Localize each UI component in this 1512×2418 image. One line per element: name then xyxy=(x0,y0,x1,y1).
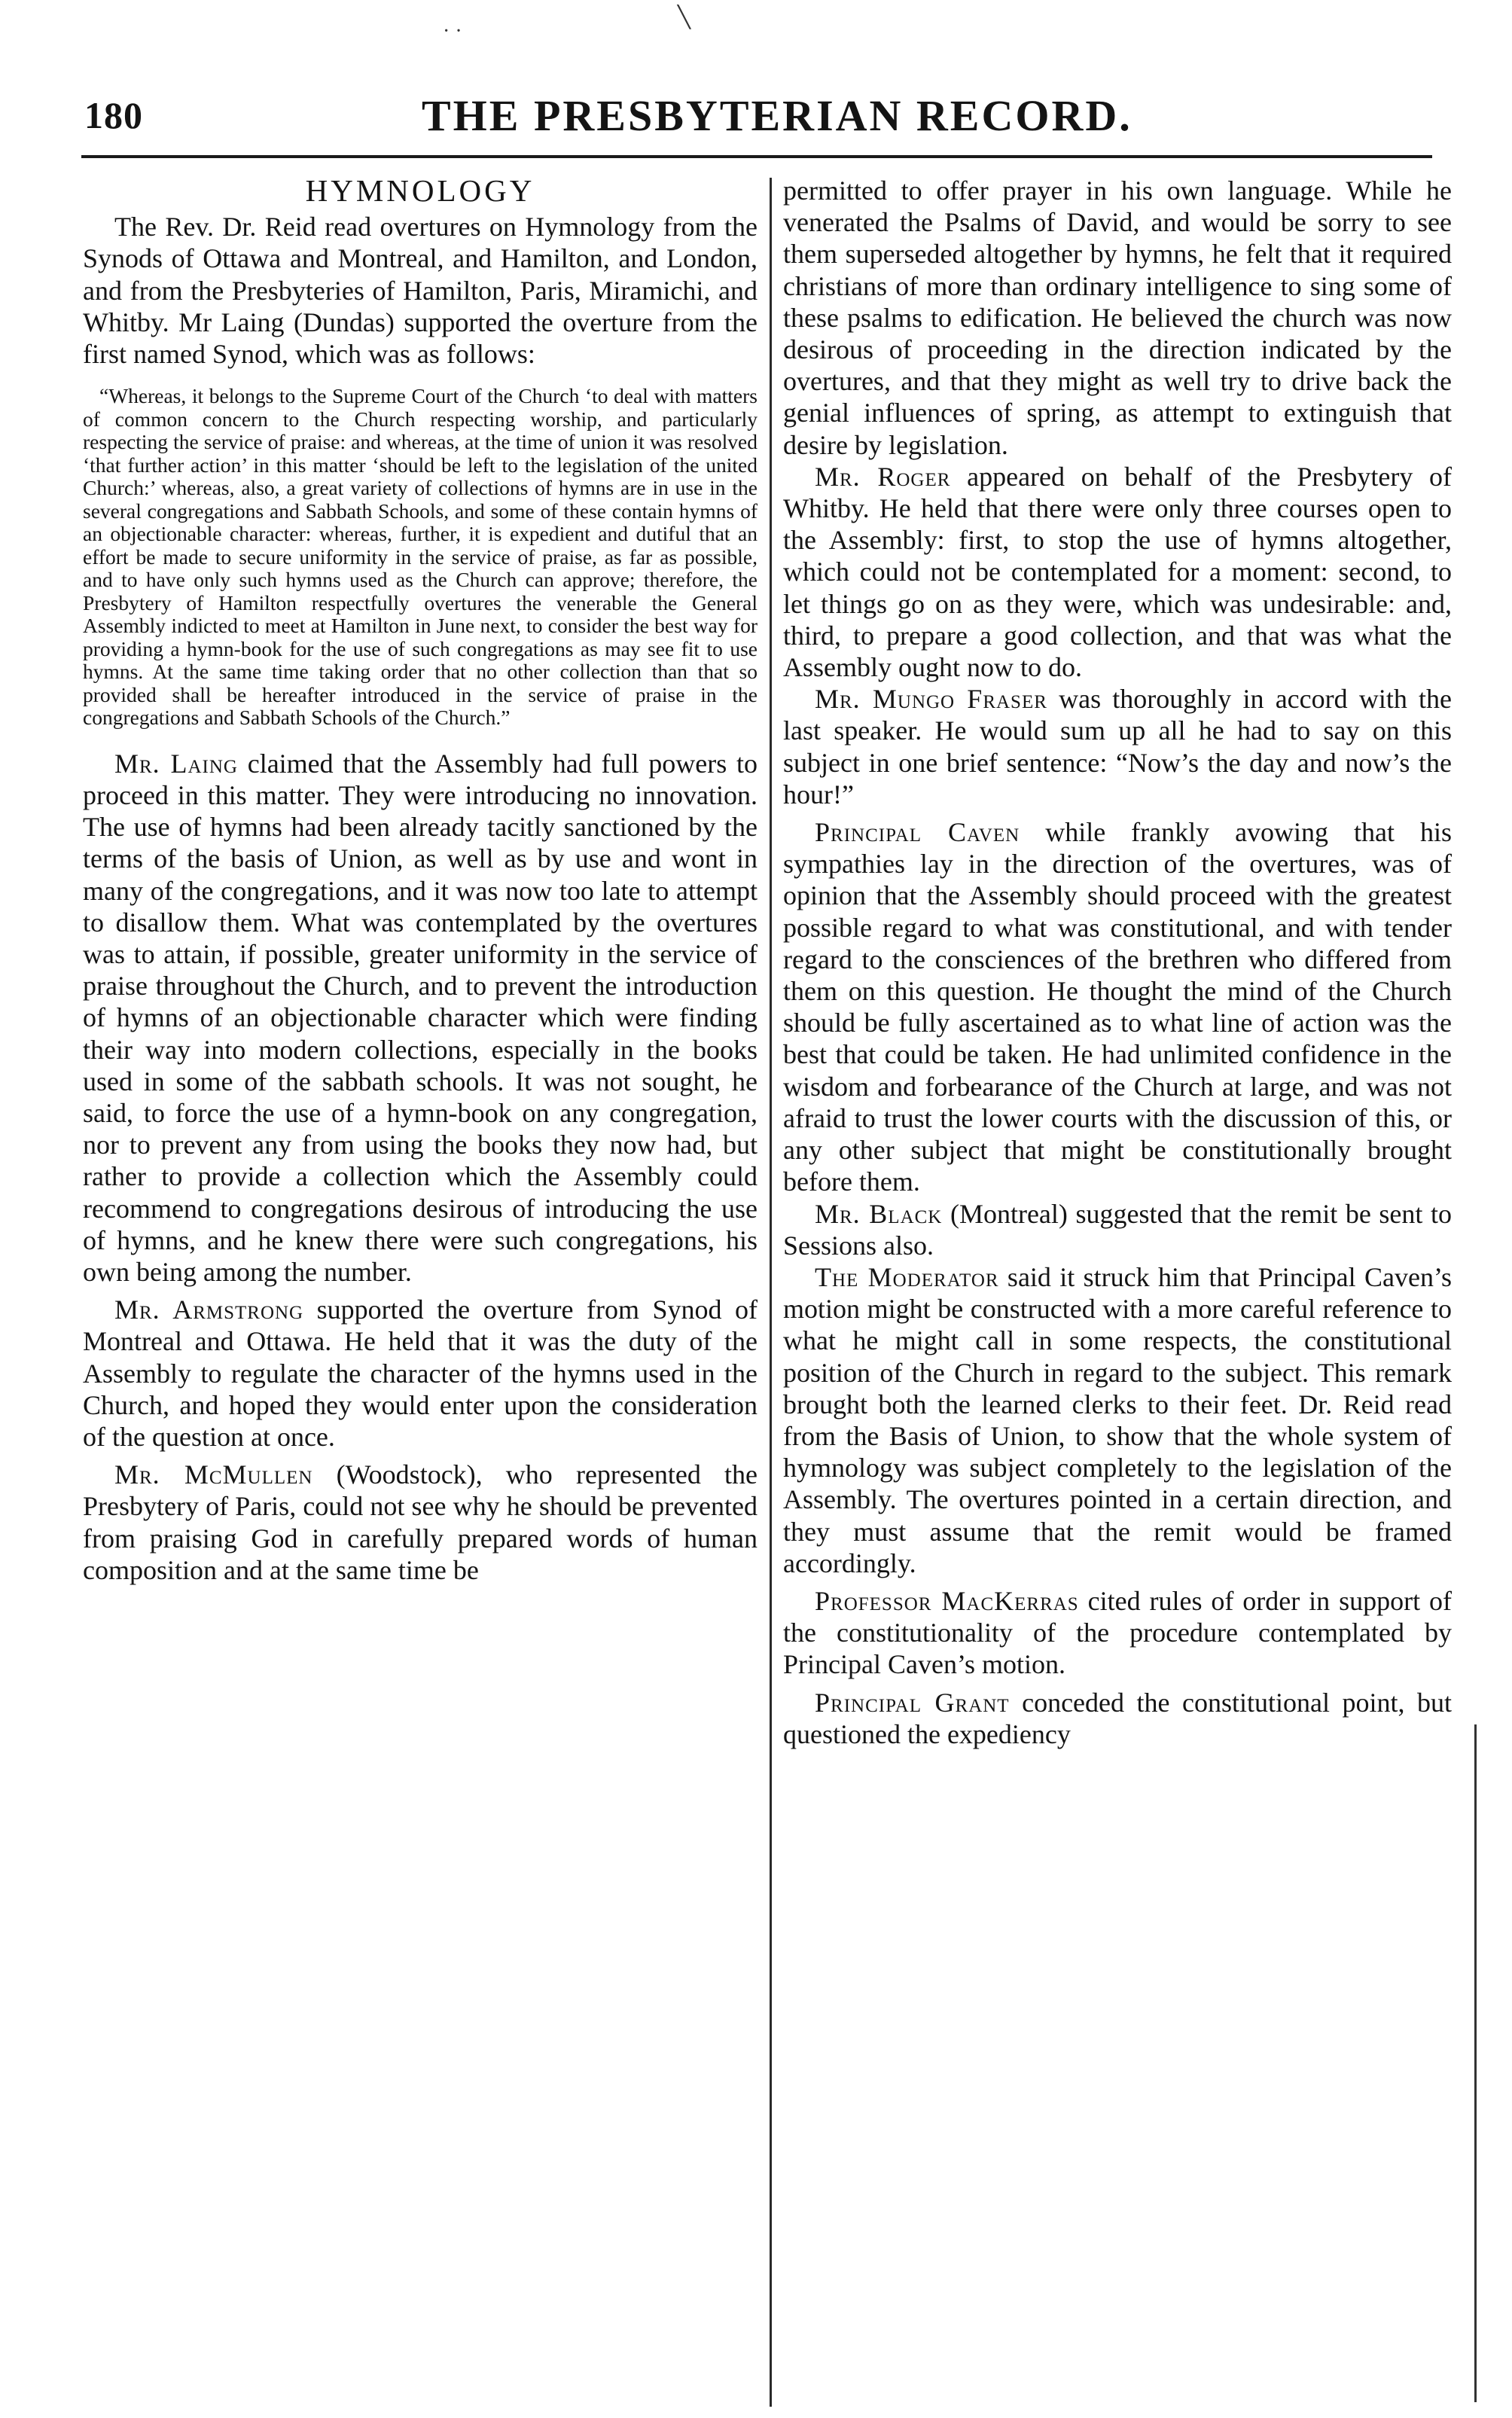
left-column xyxy=(83,175,758,2404)
paragraph-text: (Montreal) suggested that the remit be sent to Sessions also. xyxy=(783,1198,1452,1261)
print-speck: · · xyxy=(443,20,462,43)
paragraph-text: said it struck him that Principal Caven’s motion might be constructed with a more careful reference to what he might call in some respects, the constitutional position of the Church in regard to the subject. This remark brought both the learned clerks to their feet. Dr. Reid read from the Basis of Union, to show that the whole system of hymnology was subject completely to the legislation of the Assembly. The overtures pointed in a certain direction, and they must assume that the remit would be framed accordingly. xyxy=(783,1261,1452,1578)
speaker-name: Mr. Black xyxy=(815,1198,943,1229)
paragraph-armstrong xyxy=(83,1294,758,1453)
paragraph-roger xyxy=(783,461,1452,683)
paragraph-fraser xyxy=(783,683,1452,810)
print-speck: ╲ xyxy=(678,6,690,29)
speaker-name: The Moderator xyxy=(815,1261,999,1292)
speaker-name: Principal Caven xyxy=(815,817,1020,848)
speaker-name: Mr. Armstrong xyxy=(114,1294,304,1325)
paragraph-text: appeared on behalf of the Presbytery of Whitby. He held that there were only three courses open to the Assembly: first, to stop the use of hymns altogether, which could not be contemplated for a moment: second, to let things go on as they were, which was undesirable: and, third, to prepare a good collection, and that was what the Assembly ought now to do. xyxy=(783,461,1452,683)
paragraph-intro: The Rev. Dr. Reid read overtures on Hymnology from the Synods of Ottawa and Montreal, and Hamilton, and London, and from the Presbyteries of Hamilton, Paris, Miramichi, and Whitby. Mr Laing (Dundas) supported the overture from the first named Synod, which was as follows: xyxy=(83,212,758,370)
speaker-name: Professor MacKerras xyxy=(815,1585,1079,1616)
paragraph-text: was thoroughly in accord with the last speaker. He would sum up all he had to say on this subject in one brief sentence: “Now’s the day and now’s the hour!” xyxy=(783,684,1452,810)
paragraph-caven xyxy=(783,816,1452,1197)
speaker-name: Mr. Mungo Fraser xyxy=(815,684,1047,715)
paragraph-text: while frankly avowing that his sympathies lay in the direction of the overtures, was of opinion that the Assembly should proceed with the greatest possible regard to what was constitutional, and with tender regard to the consciences of the brethren who differed from them on this question. He thought the mind of the Church should be fully ascertained as to what line of action was the best that could be taken. He had unlimited confidence in the wisdom and forbearance of the Church at large, and was not afraid to trust the lower courts with the discussion of this, or any other subject that might be constitutionally brought before them. xyxy=(783,817,1452,1197)
paragraph-grant xyxy=(783,1687,1452,1750)
paragraph-mackerras xyxy=(783,1585,1452,1681)
running-title: THE PRESBYTERIAN RECORD. xyxy=(422,91,1132,140)
page-edge-rule xyxy=(1474,1724,1477,2402)
speaker-name: Principal Grant xyxy=(815,1687,1010,1718)
column-divider xyxy=(770,178,772,2407)
speaker-name: Mr. Laing xyxy=(114,748,238,779)
header-rule xyxy=(81,155,1432,158)
paragraph-text: claimed that the Assembly had full powers to proceed in this matter. They were introducing no innovation. The use of hymns had been already tacitly sanctioned by the terms of the basis of Union, as well as by use and wont in many of the congregations, and it was now too late to attempt to disallow them. What was contemplated by the overtures was to attain, if possible, greater uniformity in the service of praise throughout the Church, and to prevent the introduction of hymns of an objectionable character which were finding their way into modern collections, especially in the books used in some of the sabbath schools. It was not sought, he said, to force the use of a hymn-book on any congregation, nor to prevent any from using the books they now had, but rather to provide a collection which the Assembly could recommend to congregations desirous of introducing the use of hymns, and he knew there were such congregations, his own being among the number. xyxy=(83,748,758,1287)
speaker-name: Mr. McMullen xyxy=(114,1459,313,1490)
right-column xyxy=(783,175,1452,2404)
paragraph-text: cited rules of order in support of the constitutionality of the procedure contemplated by Principal Caven’s motion. xyxy=(783,1585,1452,1680)
section-title: HYMNOLOGY xyxy=(305,175,535,208)
page-number: 180 xyxy=(84,94,143,136)
paragraph-continued: permitted to offer prayer in his own language. While he venerated the Psalms of David, and would be sorry to see them superseded altogether by hymns, he felt that it required christians of more than ordinary intelligence to sing some of these psalms to edification. He believed the church was now desirous of proceeding in the direction indicated by the overtures, and that they might as well try to drive back the genial influences of spring, as attempt to extinguish that desire by legislation. xyxy=(783,175,1452,460)
speaker-name: Mr. Roger xyxy=(815,461,951,492)
paragraph-moderator xyxy=(783,1261,1452,1579)
paragraph-text: (Woodstock), who represented the Presbytery of Paris, could not see why he should be prevented from praising God in carefully prepared words of human composition and at the same time be xyxy=(83,1459,758,1585)
paragraph-text: conceded the constitutional point, but questioned the expediency xyxy=(783,1687,1452,1749)
paragraph-black xyxy=(783,1198,1452,1261)
paragraph-laing xyxy=(83,748,758,1288)
overture-quote: “Whereas, it belongs to the Supreme Court of the Church ‘to deal with matters of common concern to the Church respecting worship, and particularly respecting the service of praise: and whereas, at the time of union it was resolved ‘that further action’ in this matter ‘should be left to the legislation of the united Church:’ whereas, also, a great variety of collections of hymns are in use in the several congregations and Sabbath Schools, and some of these contain hymns of an objectionable character: whereas, further, it is expedient and dutiful that an effort be made to secure uniformity in the service of praise, as far as possible, and to have only such hymns used as the Church can approve; therefore, the Presbytery of Hamilton respectfully overtures the venerable the General Assembly indicted to meet at Hamilton in June next, to consider the best way for providing a hymn-book for the use of such congregations as may see fit to use hymns. At the same time taking order that no other collection than that so provided shall be hereafter introduced in the service of praise in the congregations and Sabbath Schools of the Church.” xyxy=(83,384,758,730)
paragraph-mcmullen xyxy=(83,1459,758,1586)
paragraph-text: supported the overture from Synod of Montreal and Ottawa. He held that it was the duty of the Assembly to regulate the character of the hymns used in the Church, and hoped they would enter upon the consideration of the question at once. xyxy=(83,1294,758,1452)
